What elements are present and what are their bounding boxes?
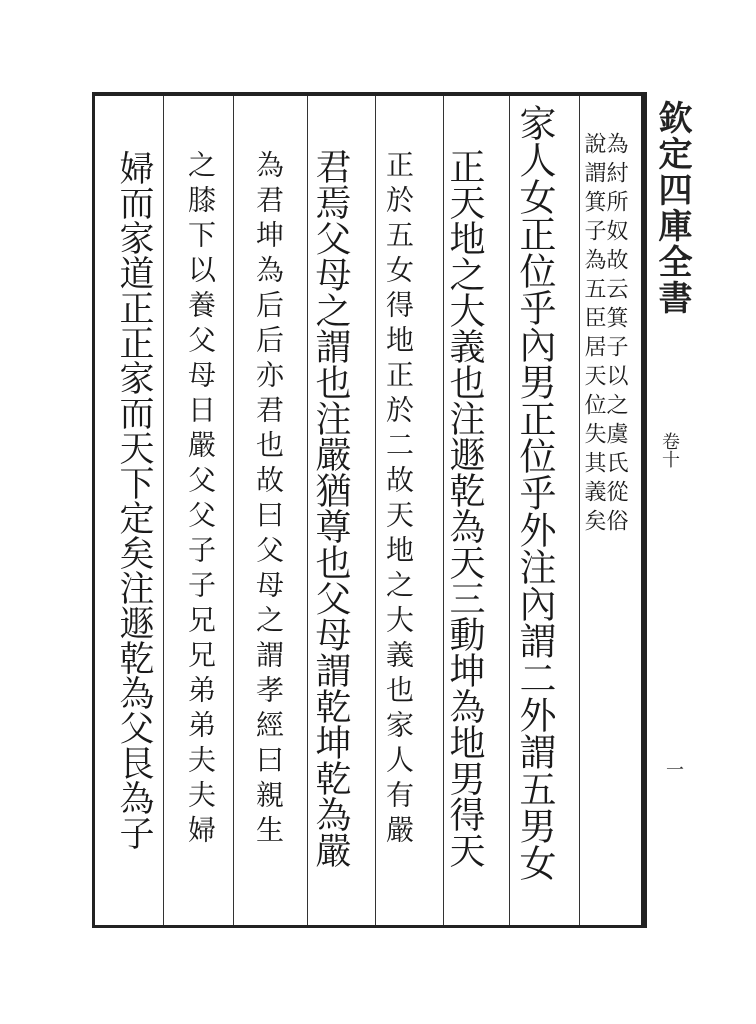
book-title: 欽定四庫全書 xyxy=(652,100,692,316)
column-rule xyxy=(307,96,308,925)
column-rule xyxy=(163,96,164,925)
volume-number: 卷十 xyxy=(659,432,680,468)
column-rule xyxy=(375,96,376,925)
commentary-subcolumn-left: 說謂箕子為五臣居天位失其義矣 xyxy=(581,132,606,538)
column-rule xyxy=(579,96,580,925)
column-rule xyxy=(233,96,234,925)
page-frame xyxy=(92,92,644,928)
text-column-4: 正於五女得地正於二故天地之大義也家人有嚴 xyxy=(382,150,415,850)
text-column-8: 婦而家道正正家而天下定矣注遯乾為父艮為子 xyxy=(114,150,154,850)
commentary-subcolumn-right: 為紂所奴故云箕子以之虞氏從俗 xyxy=(603,132,628,538)
text-column-3: 正天地之大義也注遯乾為天三動坤為地男得天 xyxy=(444,148,485,868)
text-column-6: 為君坤為后后亦君也故曰父母之謂孝經曰親生 xyxy=(252,150,285,850)
page-number: 一 xyxy=(663,760,684,778)
text-column-5: 君焉父母之謂也注嚴猶尊也父母謂乾坤乾為嚴 xyxy=(310,148,351,868)
text-column-7: 之膝下以養父母日嚴父父子子兄兄弟弟夫夫婦 xyxy=(184,150,217,850)
column-rule xyxy=(509,96,510,925)
text-column-2: 家人女正位乎內男正位乎外注內謂二外謂五男女 xyxy=(513,104,556,881)
